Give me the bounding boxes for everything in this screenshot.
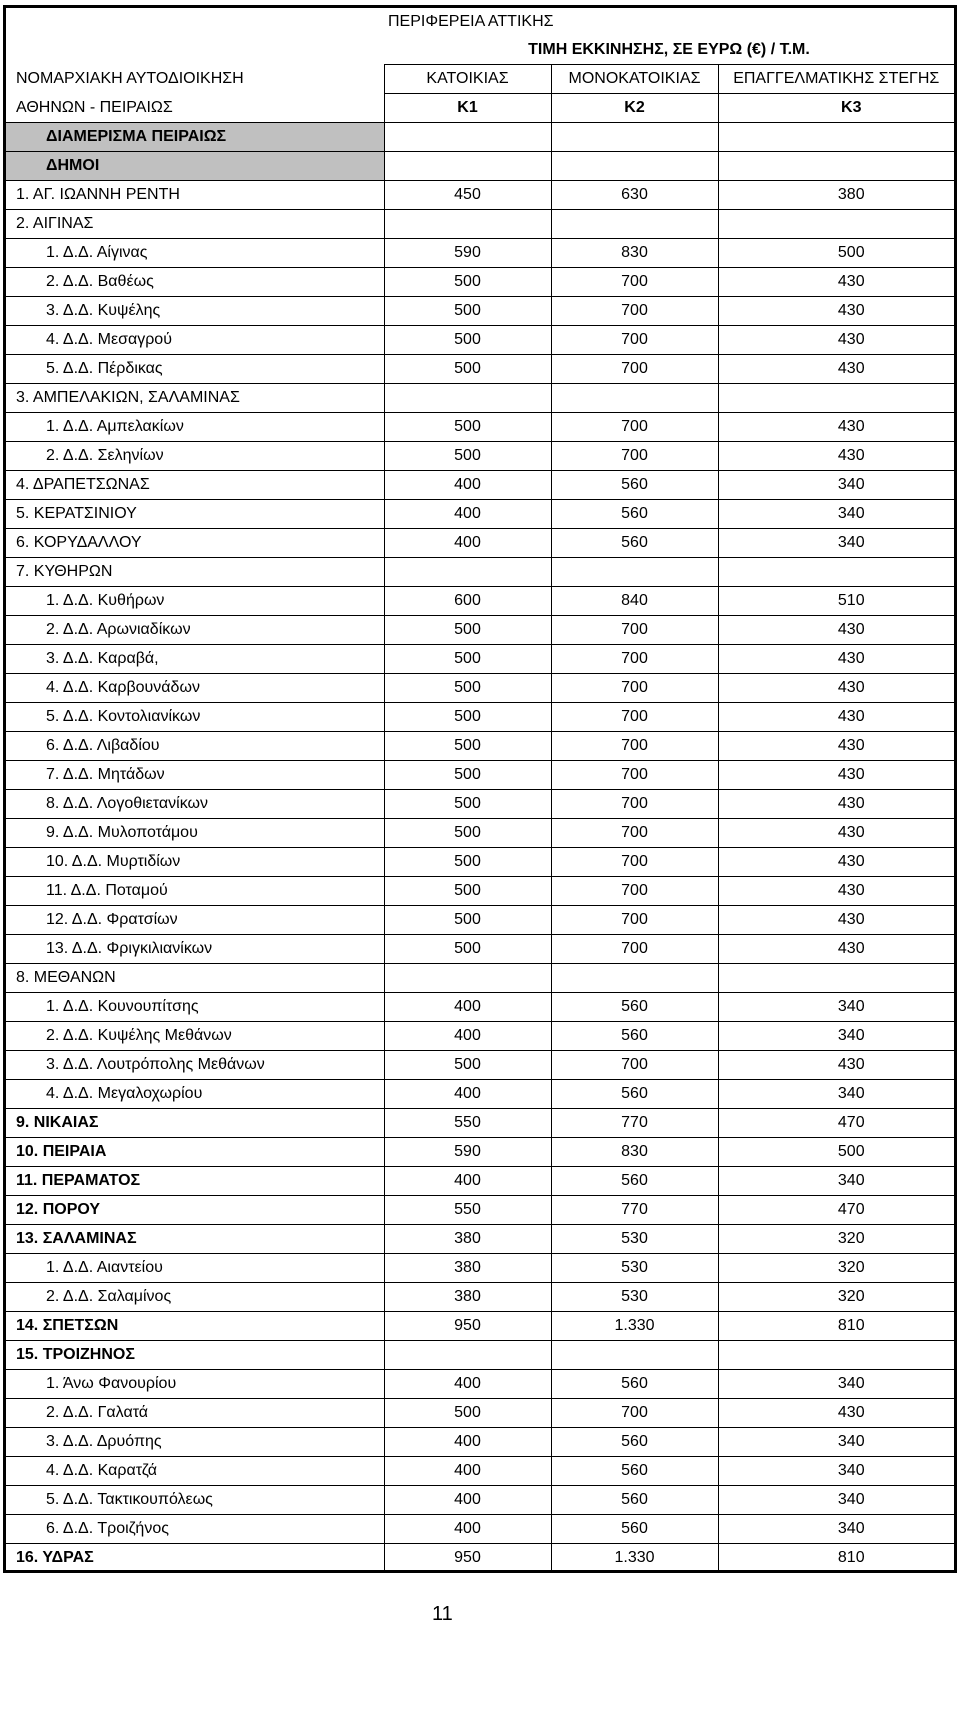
price-k3: [718, 384, 954, 413]
price-k2: 1.330: [551, 1544, 718, 1573]
price-caption: ΤΙΜΗ ΕΚΚΙΝΗΣΗΣ, ΣΕ ΕΥΡΩ (€) / Τ.Μ.: [528, 41, 810, 58]
price-k1: 500: [384, 326, 551, 355]
price-k3: 430: [718, 297, 954, 326]
table-row: [6, 645, 954, 674]
price-k1: 500: [384, 1051, 551, 1080]
price-k3: 340: [718, 1022, 954, 1051]
row-label: 6. ΚΟΡΥΔΑΛΛΟΥ: [6, 529, 384, 558]
row-label: 16. ΥΔΡΑΣ: [6, 1544, 384, 1573]
price-k2: 560: [551, 993, 718, 1022]
region-title: ΠΕΡΙΦΕΡΕΙΑ ΑΤΤΙΚΗΣ: [388, 13, 554, 30]
price-k1: 590: [384, 239, 551, 268]
price-k3: 430: [718, 616, 954, 645]
price-k1: 500: [384, 732, 551, 761]
row-label: 1. Άνω Φανουρίου: [6, 1370, 384, 1399]
row-label: 2. Δ.Δ. Γαλατά: [6, 1399, 384, 1428]
row-label: 5. Δ.Δ. Κοντολιανίκων: [6, 703, 384, 732]
price-k2: 630: [551, 181, 718, 210]
row-label: 3. Δ.Δ. Κυψέλης: [6, 297, 384, 326]
table-row: [6, 1399, 954, 1428]
price-k2: 530: [551, 1283, 718, 1312]
row-label: 12. Δ.Δ. Φρατσίων: [6, 906, 384, 935]
row-label: 13. ΣΑΛΑΜΙΝΑΣ: [6, 1225, 384, 1254]
row-label: 1. ΑΓ. ΙΩΑΝΝΗ ΡΕΝΤΗ: [6, 181, 384, 210]
price-k1: 950: [384, 1312, 551, 1341]
price-k1: 500: [384, 616, 551, 645]
price-k1: 500: [384, 442, 551, 471]
price-k1: 500: [384, 906, 551, 935]
table-row: [6, 906, 954, 935]
row-label: 8. ΜΕΘΑΝΩΝ: [6, 964, 384, 993]
price-k2: 530: [551, 1254, 718, 1283]
table-row: [6, 761, 954, 790]
price-k3: 510: [718, 587, 954, 616]
price-k3: 340: [718, 1080, 954, 1109]
price-k2: 700: [551, 674, 718, 703]
table-row: [6, 1022, 954, 1051]
row-label: 3. Δ.Δ. Δρυόπης: [6, 1428, 384, 1457]
row-label: 15. ΤΡΟΙΖΗΝΟΣ: [6, 1341, 384, 1370]
price-k3: 320: [718, 1283, 954, 1312]
price-k1: 400: [384, 1167, 551, 1196]
row-label: 10. ΠΕΙΡΑΙΑ: [6, 1138, 384, 1167]
price-k2: 700: [551, 703, 718, 732]
row-label: 2. ΑΙΓΙΝΑΣ: [6, 210, 384, 239]
table-row: [6, 442, 954, 471]
price-k3: 320: [718, 1254, 954, 1283]
price-k2: 700: [551, 442, 718, 471]
price-k1: [384, 964, 551, 993]
price-k3: 430: [718, 1051, 954, 1080]
table-row: [6, 848, 954, 877]
price-k3: 340: [718, 1370, 954, 1399]
table-row: [6, 297, 954, 326]
price-k2: 560: [551, 1022, 718, 1051]
table-row: [6, 1544, 954, 1573]
table-row: [6, 239, 954, 268]
price-k3: 430: [718, 848, 954, 877]
price-k1: 500: [384, 877, 551, 906]
price-k2: 700: [551, 326, 718, 355]
price-k3: 430: [718, 442, 954, 471]
price-k3: 340: [718, 1428, 954, 1457]
price-k1: [384, 558, 551, 587]
table-row: [6, 819, 954, 848]
table-row: [6, 529, 954, 558]
price-k2: [551, 384, 718, 413]
row-label: 5. Δ.Δ. Τακτικουπόλεως: [6, 1486, 384, 1515]
price-k3: 810: [718, 1544, 954, 1573]
price-k3: 430: [718, 790, 954, 819]
price-k1: 400: [384, 500, 551, 529]
code-k3: Κ3: [718, 94, 954, 123]
price-k2: 1.330: [551, 1312, 718, 1341]
price-k3: 340: [718, 1167, 954, 1196]
price-k3: 430: [718, 761, 954, 790]
table-row: [6, 384, 954, 413]
table-row: [6, 1457, 954, 1486]
row-label: 14. ΣΠΕΤΣΩΝ: [6, 1312, 384, 1341]
price-k1: 500: [384, 935, 551, 964]
price-k1: [384, 210, 551, 239]
price-k3: 340: [718, 993, 954, 1022]
row-label: 4. Δ.Δ. Καρατζά: [6, 1457, 384, 1486]
price-k2: 830: [551, 1138, 718, 1167]
price-k1: 400: [384, 529, 551, 558]
row-label: 1. Δ.Δ. Κουνουπίτσης: [6, 993, 384, 1022]
price-k3: 340: [718, 529, 954, 558]
price-k1: [384, 384, 551, 413]
category-k2: ΜΟΝΟΚΑΤΟΙΚΙΑΣ: [551, 65, 718, 94]
row-label: 4. ΔΡΑΠΕΤΣΩΝΑΣ: [6, 471, 384, 500]
price-k2: 840: [551, 587, 718, 616]
table-row: [6, 181, 954, 210]
table-row: [6, 993, 954, 1022]
row-label: 7. Δ.Δ. Μητάδων: [6, 761, 384, 790]
price-k1: 500: [384, 761, 551, 790]
table-row: [6, 413, 954, 442]
price-k2: 560: [551, 500, 718, 529]
table-row: [6, 935, 954, 964]
price-k3: 430: [718, 906, 954, 935]
row-label: 8. Δ.Δ. Λογοθιετανίκων: [6, 790, 384, 819]
table-row: [6, 500, 954, 529]
price-k2: 700: [551, 1051, 718, 1080]
row-label: 1. Δ.Δ. Κυθήρων: [6, 587, 384, 616]
row-label: 3. ΑΜΠΕΛΑΚΙΩΝ, ΣΑΛΑΜΙΝΑΣ: [6, 384, 384, 413]
price-k1: 500: [384, 674, 551, 703]
price-k3: 430: [718, 877, 954, 906]
table-row: [6, 703, 954, 732]
table-row: [6, 268, 954, 297]
price-k3: [718, 558, 954, 587]
table-row: [6, 558, 954, 587]
price-k2: 560: [551, 1486, 718, 1515]
table-row: [6, 1341, 954, 1370]
row-label: 4. Δ.Δ. Μεγαλοχωρίου: [6, 1080, 384, 1109]
table-row: [6, 1109, 954, 1138]
price-k1: 400: [384, 471, 551, 500]
table-row: [6, 1080, 954, 1109]
price-k2: 560: [551, 1370, 718, 1399]
row-label: 6. Δ.Δ. Λιβαδίου: [6, 732, 384, 761]
table-row: [6, 471, 954, 500]
price-k1: 500: [384, 790, 551, 819]
nomarchia-line-1: ΝΟΜΑΡΧΙΑΚΗ ΑΥΤΟΔΙΟΙΚΗΣΗ: [16, 70, 244, 87]
price-k1: 500: [384, 703, 551, 732]
table-row: [6, 964, 954, 993]
row-label: 2. Δ.Δ. Κυψέλης Μεθάνων: [6, 1022, 384, 1051]
category-k1: ΚΑΤΟΙΚΙΑΣ: [384, 65, 551, 94]
price-k1: 500: [384, 413, 551, 442]
row-label: 12. ΠΟΡΟΥ: [6, 1196, 384, 1225]
category-row: [6, 65, 954, 94]
price-k3: [718, 1341, 954, 1370]
price-k3: 340: [718, 1457, 954, 1486]
price-k2: 700: [551, 732, 718, 761]
price-k2: 700: [551, 413, 718, 442]
price-k2: [551, 1341, 718, 1370]
section-row: [6, 123, 954, 152]
price-k3: 430: [718, 355, 954, 384]
price-k2: 560: [551, 1080, 718, 1109]
row-label: 11. Δ.Δ. Ποταμού: [6, 877, 384, 906]
price-k2: 700: [551, 790, 718, 819]
price-k2: 560: [551, 471, 718, 500]
table-row: [6, 1370, 954, 1399]
price-k2: 700: [551, 645, 718, 674]
price-k1: [384, 1341, 551, 1370]
price-k1: 500: [384, 297, 551, 326]
price-k3: 470: [718, 1109, 954, 1138]
price-k3: 340: [718, 500, 954, 529]
price-k3: 430: [718, 935, 954, 964]
table-row: [6, 355, 954, 384]
price-k2: 700: [551, 616, 718, 645]
price-k1: 400: [384, 993, 551, 1022]
table-row: [6, 1283, 954, 1312]
price-k2: 770: [551, 1196, 718, 1225]
price-k1: 500: [384, 645, 551, 674]
price-k2: 700: [551, 268, 718, 297]
price-k3: 430: [718, 326, 954, 355]
row-label: 2. Δ.Δ. Σαλαμίνος: [6, 1283, 384, 1312]
price-k1: 550: [384, 1196, 551, 1225]
row-label: 6. Δ.Δ. Τροιζήνος: [6, 1515, 384, 1544]
row-label: 1. Δ.Δ. Αίγινας: [6, 239, 384, 268]
table-row: [6, 1051, 954, 1080]
row-label: 2. Δ.Δ. Αρωνιαδίκων: [6, 616, 384, 645]
price-k1: 400: [384, 1515, 551, 1544]
price-k1: 380: [384, 1254, 551, 1283]
price-k3: 430: [718, 1399, 954, 1428]
table-row: [6, 1254, 954, 1283]
row-label: 3. Δ.Δ. Λουτρόπολης Μεθάνων: [6, 1051, 384, 1080]
section-label: ΔΙΑΜΕΡΙΣΜΑ ΠΕΙΡΑΙΩΣ: [6, 123, 384, 152]
table-row: [6, 1225, 954, 1254]
price-k3: 470: [718, 1196, 954, 1225]
row-label: 11. ΠΕΡΑΜΑΤΟΣ: [6, 1167, 384, 1196]
price-k2: 560: [551, 1515, 718, 1544]
price-k2: 700: [551, 848, 718, 877]
price-k1: 550: [384, 1109, 551, 1138]
price-k3: 380: [718, 181, 954, 210]
code-row: [6, 94, 954, 123]
price-k1: 500: [384, 848, 551, 877]
price-k2: 700: [551, 819, 718, 848]
price-k3: 500: [718, 239, 954, 268]
price-k1: 400: [384, 1486, 551, 1515]
price-k1: 950: [384, 1544, 551, 1573]
price-k2: 530: [551, 1225, 718, 1254]
row-label: 3. Δ.Δ. Καραβά,: [6, 645, 384, 674]
price-caption-row: [6, 36, 954, 65]
price-k2: 700: [551, 935, 718, 964]
price-k3: 340: [718, 1486, 954, 1515]
price-k1: 590: [384, 1138, 551, 1167]
table-row: [6, 877, 954, 906]
price-k3: 430: [718, 819, 954, 848]
row-label: 4. Δ.Δ. Μεσαγρού: [6, 326, 384, 355]
price-k2: 770: [551, 1109, 718, 1138]
table-row: [6, 674, 954, 703]
price-k3: 810: [718, 1312, 954, 1341]
row-label: 2. Δ.Δ. Σεληνίων: [6, 442, 384, 471]
table-row: [6, 732, 954, 761]
table-row: [6, 616, 954, 645]
price-table: [6, 8, 954, 1572]
price-k1: 380: [384, 1225, 551, 1254]
price-k2: 700: [551, 906, 718, 935]
price-k2: 560: [551, 529, 718, 558]
price-k2: 700: [551, 355, 718, 384]
price-k3: 430: [718, 674, 954, 703]
price-table-frame: [3, 5, 957, 1573]
table-row: [6, 1428, 954, 1457]
price-k3: [718, 964, 954, 993]
table-row: [6, 790, 954, 819]
price-k1: 400: [384, 1080, 551, 1109]
table-row: [6, 326, 954, 355]
table-row: [6, 1196, 954, 1225]
row-label: 9. Δ.Δ. Μυλοποτάμου: [6, 819, 384, 848]
code-k1: Κ1: [384, 94, 551, 123]
price-k2: 560: [551, 1167, 718, 1196]
row-label: 13. Δ.Δ. Φριγκιλιανίκων: [6, 935, 384, 964]
row-label: 5. Δ.Δ. Πέρδικας: [6, 355, 384, 384]
price-k1: 380: [384, 1283, 551, 1312]
price-k2: 700: [551, 877, 718, 906]
row-label: 4. Δ.Δ. Καρβουνάδων: [6, 674, 384, 703]
price-k3: 430: [718, 645, 954, 674]
price-k2: 700: [551, 761, 718, 790]
price-k1: 450: [384, 181, 551, 210]
price-k2: [551, 558, 718, 587]
price-k2: 830: [551, 239, 718, 268]
row-label: 5. ΚΕΡΑΤΣΙΝΙΟΥ: [6, 500, 384, 529]
price-k1: 500: [384, 268, 551, 297]
price-k1: 400: [384, 1022, 551, 1051]
page-number: 11: [432, 1603, 453, 1625]
price-k1: 500: [384, 1399, 551, 1428]
row-label: 2. Δ.Δ. Βαθέως: [6, 268, 384, 297]
table-row: [6, 1486, 954, 1515]
row-label: 10. Δ.Δ. Μυρτιδίων: [6, 848, 384, 877]
price-k1: 400: [384, 1370, 551, 1399]
row-label: 1. Δ.Δ. Αμπελακίων: [6, 413, 384, 442]
price-k3: 340: [718, 471, 954, 500]
price-k2: 560: [551, 1428, 718, 1457]
row-label: 7. ΚΥΘΗΡΩΝ: [6, 558, 384, 587]
table-row: [6, 1167, 954, 1196]
price-k1: 500: [384, 355, 551, 384]
price-k2: 700: [551, 1399, 718, 1428]
dimoi-row: [6, 152, 954, 181]
row-label: 1. Δ.Δ. Αιαντείου: [6, 1254, 384, 1283]
price-k1: 400: [384, 1457, 551, 1486]
price-k3: [718, 210, 954, 239]
table-row: [6, 1515, 954, 1544]
price-k3: 430: [718, 732, 954, 761]
table-row: [6, 1312, 954, 1341]
price-k3: 430: [718, 268, 954, 297]
price-k1: 500: [384, 819, 551, 848]
price-k2: [551, 210, 718, 239]
price-k3: 320: [718, 1225, 954, 1254]
table-row: [6, 587, 954, 616]
price-k3: 430: [718, 703, 954, 732]
price-k1: 400: [384, 1428, 551, 1457]
table-row: [6, 1138, 954, 1167]
price-k2: 700: [551, 297, 718, 326]
price-k3: 500: [718, 1138, 954, 1167]
dimoi-label: ΔΗΜΟΙ: [6, 152, 384, 181]
code-k2: Κ2: [551, 94, 718, 123]
title-row: [6, 8, 954, 36]
row-label: 9. ΝΙΚΑΙΑΣ: [6, 1109, 384, 1138]
table-row: [6, 210, 954, 239]
price-k3: 340: [718, 1515, 954, 1544]
price-k1: 600: [384, 587, 551, 616]
price-k3: 430: [718, 413, 954, 442]
nomarchia-line-2: ΑΘΗΝΩΝ - ΠΕΙΡΑΙΩΣ: [16, 98, 173, 116]
price-k2: [551, 964, 718, 993]
price-k2: 560: [551, 1457, 718, 1486]
category-k3: ΕΠΑΓΓΕΛΜΑΤΙΚΗΣ ΣΤΕΓΗΣ: [718, 65, 954, 94]
